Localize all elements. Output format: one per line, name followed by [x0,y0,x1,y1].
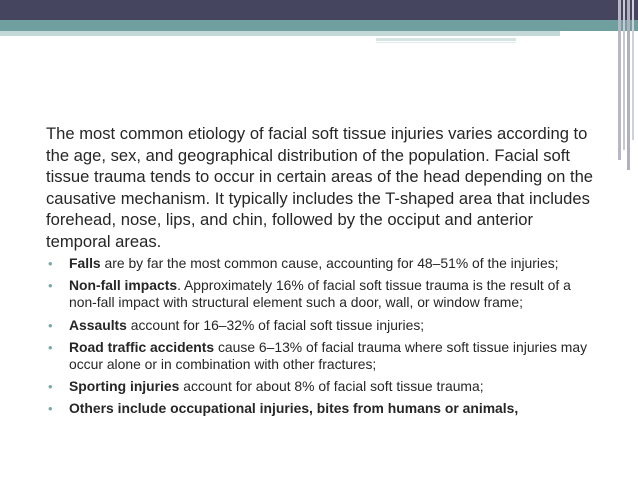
list-item [46,317,599,334]
bullet-icon: • [48,317,53,333]
bullet-icon: • [48,401,53,417]
list-item [46,277,599,311]
list-item-term: Assaults [69,316,127,333]
intro-paragraph: The most common etiology of facial soft tissue injuries varies according to the age, sex, and geographical distribution of the population. Facial soft tissue trauma tends to occur in certain areas of the head depending on the causative mechanism. It typically includes the T-shaped area that includes forehead, nose, lips, and chin, followed by the occiput and anterior [46,124,594,229]
header-stripe [0,31,560,36]
decorative-vertical-bar [627,0,630,170]
list-item [46,255,599,272]
intro-paragraph-tail: temporal areas. [46,231,162,251]
list-item-text: . Approximately 16% of facial soft tissue trauma is the result of a non-fall impact with structural element such a door, wall, or window frame; [69,277,571,311]
cause-list [46,255,606,418]
list-item-term: Non-fall impacts [69,277,178,294]
decorative-vertical-bar [618,0,621,160]
bullet-icon: • [48,278,53,294]
header-band [0,0,638,20]
list-item-term: Road traffic accidents [69,338,215,355]
list-item [46,339,599,373]
slide-content [46,123,606,423]
header-accent-band [0,20,638,31]
list-item-term: Sporting injuries [69,378,180,395]
list-item-term: Others include occupational injuries, bites from humans or animals, [69,400,519,417]
header-stripe-short [376,38,516,41]
list-item-text: cause 6–13% of facial trauma where soft tissue injuries may occur alone or in combination with other fractures; [69,338,588,373]
bullet-icon: • [48,379,53,395]
decorative-vertical-bar [632,0,634,140]
decorative-vertical-bar [623,0,625,150]
list-item-term: Falls [69,255,101,271]
bullet-icon: • [48,256,53,271]
list-item-text: account for 16–32% of facial soft tissue injuries; [126,316,425,333]
list-item-text: account for about 8% of facial soft tissue trauma; [179,378,484,395]
bullet-icon: • [48,339,53,355]
list-item-text: are by far the most common cause, accounting for 48–51% of the injuries; [100,255,559,271]
list-item [46,400,599,417]
list-item [46,378,599,395]
header-stripe-thin [376,42,516,43]
